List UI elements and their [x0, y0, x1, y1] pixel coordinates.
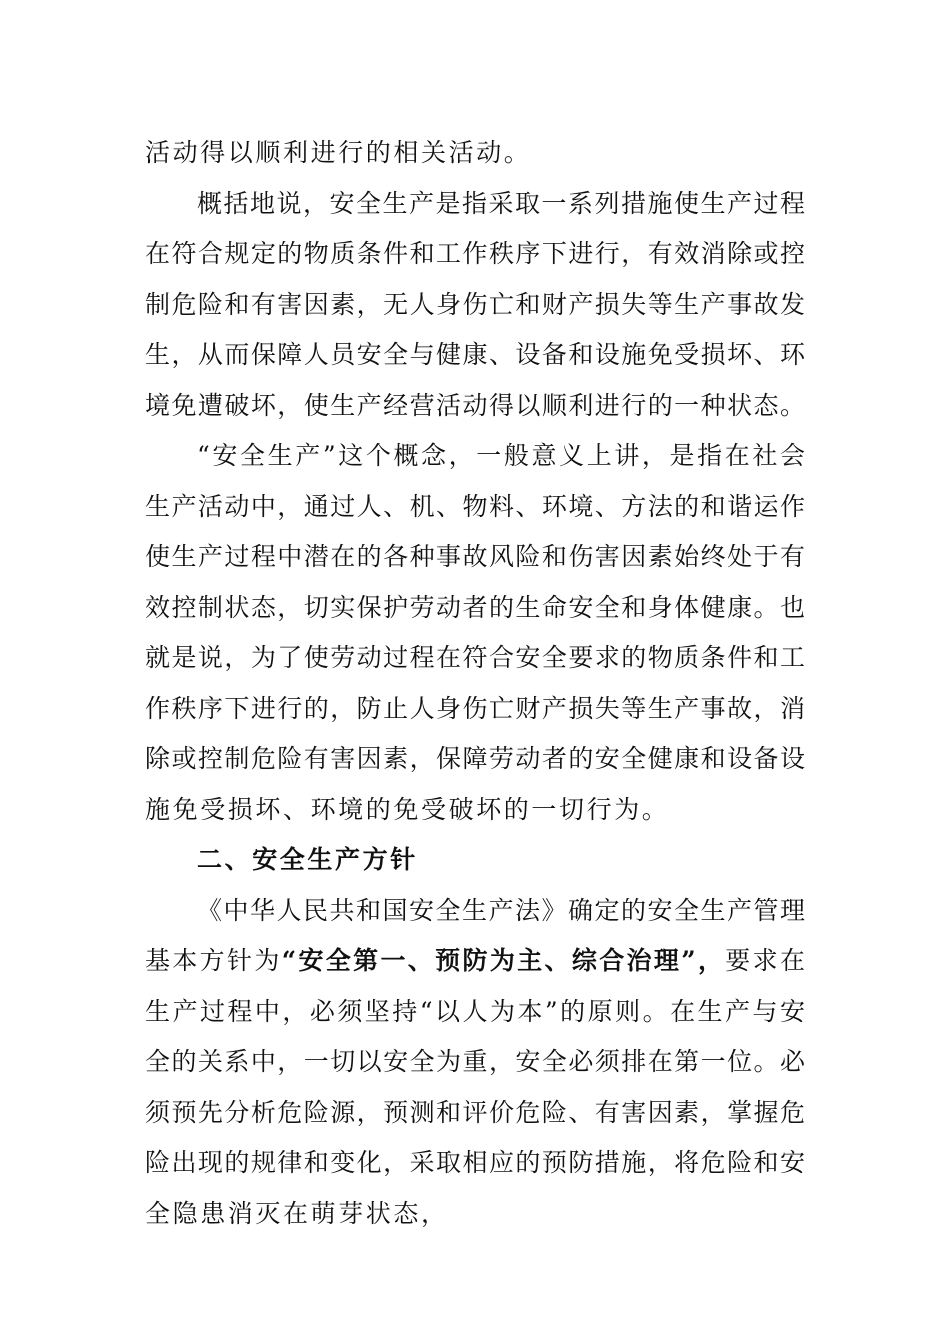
- text-line: 境免遭破坏，使生产经营活动得以顺利进行的一种状态。: [145, 390, 805, 420]
- text-line: 生，从而保障人员安全与健康、设备和设施免受损坏、环: [145, 340, 805, 369]
- text-line: 生产活动中，通过人、机、物料、环境、方法的和谐运作: [145, 491, 805, 521]
- text-line: 作秩序下进行的，防止人身伤亡财产损失等生产事故，消: [145, 693, 805, 723]
- text-line: 全隐患消灭在萌芽状态，: [145, 1198, 449, 1228]
- text-segment: 要求在: [725, 946, 805, 975]
- text-line: 活动得以顺利进行的相关活动。: [145, 138, 532, 167]
- text-line: 使生产过程中潜在的各种事故风险和伤害因素始终处于有: [145, 542, 805, 571]
- text-line: 在符合规定的物质条件和工作秩序下进行，有效消除或控: [145, 239, 805, 268]
- text-line: 生产过程中，必须坚持“以人为本”的原则。在生产与安: [145, 996, 805, 1026]
- text-line: 《中华人民共和国安全生产法》确定的安全生产管理: [197, 895, 805, 925]
- text-line: 制危险和有害因素，无人身伤亡和财产损失等生产事故发: [145, 289, 805, 319]
- text-line: 效控制状态，切实保护劳动者的生命安全和身体健康。也: [145, 592, 805, 622]
- text-line: 除或控制危险有害因素，保障劳动者的安全健康和设备设: [145, 744, 805, 773]
- text-line: 就是说，为了使劳动过程在符合安全要求的物质条件和工: [145, 643, 805, 672]
- text-line: 须预先分析危险源，预测和评价危险、有害因素，掌握危: [145, 1097, 805, 1127]
- text-line: 险出现的规律和变化，采取相应的预防措施，将危险和安: [145, 1148, 805, 1177]
- text-line: “安全生产”这个概念，一般意义上讲，是指在社会: [197, 441, 805, 470]
- text-line-mixed: [145, 936, 805, 987]
- text-line: 概括地说，安全生产是指采取一系列措施使生产过程: [197, 188, 805, 218]
- text-segment: 基本方针为: [145, 946, 282, 975]
- policy-emphasis: “安全第一、预防为主、综合治理”，: [281, 946, 726, 975]
- section-heading: 二、安全生产方针: [197, 845, 418, 874]
- document-page: [145, 128, 805, 1239]
- text-line: 全的关系中，一切以安全为重，安全必须排在第一位。必: [145, 1047, 805, 1076]
- text-line: 施免受损坏、环境的免受破坏的一切行为。: [145, 794, 670, 824]
